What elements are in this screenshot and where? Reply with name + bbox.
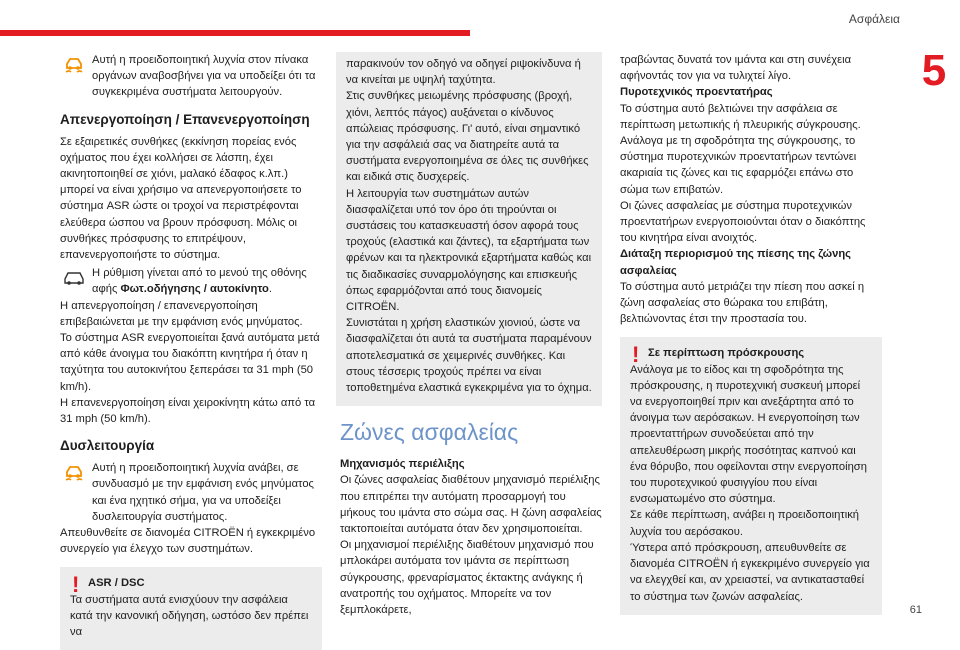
chapter-number: 5 xyxy=(921,46,947,95)
deactivation-heading: Απενεργοποίηση / Επανενεργοποίηση xyxy=(60,111,310,127)
retractor-heading: Μηχανισμός περιέλιξης xyxy=(340,458,465,471)
settings-text-a: Η ρύθμιση γίνεται από το μενού της οθόνης αφής xyxy=(92,267,307,296)
pretensioner-heading: Πυροτεχνικός προεντατήρας xyxy=(620,86,773,99)
column-1 xyxy=(60,52,322,650)
top-accent-bar xyxy=(0,30,470,36)
asr-dsc-note-continued xyxy=(336,52,602,406)
column-3 xyxy=(620,52,882,615)
seatbelts-title: Ζώνες ασφαλείας xyxy=(340,419,519,446)
impact-note-title: Σε περίπτωση πρόσκρουσης xyxy=(648,347,805,360)
auto-reactivate-text: Το σύστημα ASR ενεργοποιείται ξανά αυτόματα μετά από κάθε άνοιγμα του διακόπτη κινητήρα ή όταν η ταχύτητα του αυτοκινήτου ξεπεράσει τα 31 mph (50 km/h). xyxy=(60,332,320,393)
conditions-text: Στις συνθήκες μειωμένης πρόσφυσης (βροχή, χιόνι, λεπτός πάγος) αυξάνεται ο κίνδυνος απώλειας πρόσφυσης. Γι' αυτό, είναι σημαντικό για την ασφάλειά σας να διατηρείτε αυτά τα συστήματα ενεργοποιημένα σε όλες τις συνθήκες και ειδικά στις δυσχερείς. xyxy=(346,90,589,184)
skid-warning-icon xyxy=(62,54,86,76)
chapter-tab xyxy=(908,44,960,98)
impact-note xyxy=(620,337,882,614)
impact-note-text-2: Σε κάθε περίπτωση, ανάβει η προειδοποιητική λυχνία του αερόσακου. xyxy=(630,509,860,538)
note-text: Τα συστήματα αυτά ενισχύουν την ασφάλεια κατά την κανονική οδήγηση, ωστόσο δεν πρέπει να xyxy=(70,593,309,639)
note-title: ASR / DSC xyxy=(88,577,145,590)
retractor-text-2: Οι μηχανισμοί περιέλιξης διαθέτουν μηχανισμό που μπλοκάρει αυτόματα τον ιμάντα σε περίπτωση σύγκρουσης, φρεναρίσματος έκτακτης ανάγκης ή ανατροπής του οχήματος. Μπορείτε να τον ξεμπλοκάρετε, xyxy=(340,539,594,617)
manual-reactivate-text: Η επανενεργοποίηση είναι χειροκίνητη κάτω από τα 31 mph (50 km/h). xyxy=(60,396,316,426)
confirm-text: Η απενεργοποίηση / επανενεργοποίηση επιβεβαιώνεται με την εμφάνιση ενός μηνύματος. xyxy=(60,299,303,328)
malfunction-text: Αυτή η προειδοποιητική λυχνία ανάβει, σε συνδυασμό με την εμφάνιση ενός μηνύματος και ένα ηχητικό σήμα, για να υποδείξει δυσλειτουργία συστήματος. xyxy=(92,462,314,523)
indicator-on-text: Αυτή η προειδοποιητική λυχνία στον πίνακα οργάνων αναβοσβήνει για να υποδείξει ότι τα συγκεκριμένα συστήματα λειτουργούν. xyxy=(92,54,316,99)
malfunction-paragraph xyxy=(60,460,322,525)
deactivation-text: Σε εξαιρετικές συνθήκες (εκκίνηση πορείας ενός οχήματος που έχει κολλήσει σε λάσπη, έχει ακινητοποιηθεί σε χιόνι, μαλακό έδαφος κ.λπ.) μπορεί να είναι χρήσιμο να απενεργοποιήσετε το σύστημα ASR ώστε οι τροχοί να περιστρέφονται ελεύθερα ώσπου να βρουν πρόσφυση. Μόλις οι συνθήκες πρόσφυσης το επιτρέψουν, επανενεργοποιήστε το σύστημα. xyxy=(60,135,302,262)
retractor-text: Οι ζώνες ασφαλείας διαθέτουν μηχανισμό περιέλιξης που επιτρέπει την αυτόματη προσαρμογή του μήκους του ιμάντα στο σώμα σας. Η ζώνη ασφαλείας τακτοποιείται αυτόματα όταν δεν χρησιμοποιείται. xyxy=(340,474,602,536)
section-title: Ασφάλεια xyxy=(848,12,900,26)
contact-text: Απευθυνθείτε σε διανομέα CITROËN ή εγκεκριμένο συνεργείο για έλεγχο των συστημάτων. xyxy=(60,527,316,556)
exclamation-icon: ! xyxy=(632,342,640,368)
settings-text xyxy=(92,265,322,297)
impact-note-text-1: Ανάλογα με το είδος και τη σφοδρότητα της πρόσκρουσης, η πυροτεχνική συσκευή μπορεί να ενεργοποιηθεί πριν και ανεξάρτητα από το άνοιγμα των αερόσακων. Η ενεργοποίηση των προενταττήρων συνοδεύεται από την απελευθέρωση μικρής ποσότητας καπνού και ένα θόρυβο, που οφείλονται στην ενεργοποίηση του πυροτεχνικού φυσιγγίου που είναι ενσωματωμένο στο σύστημα. xyxy=(630,363,867,506)
column-2 xyxy=(340,52,602,618)
pretensioner-text: Το σύστημα αυτό βελτιώνει την ασφάλεια σε περίπτωση μετωπικής ή πλευρικής σύγκρουσης. xyxy=(620,102,861,131)
asr-dsc-note xyxy=(60,567,322,650)
page-number: 61 xyxy=(909,604,922,616)
settings-text-c: . xyxy=(268,283,272,296)
guarantee-text: Η λειτουργία των συστημάτων αυτών διασφαλίζεται υπό τον όρο ότι τηρούνται οι συστάσεις του κατασκευαστή όσον αφορά τους τροχούς (ελαστικά και ζάντες), τα εξαρτήματα των φρένων και τα ηλεκτρονικά εξαρτήματα καθώς και τις διαδικασίες συναρμολόγησης και επισκευής όπως εφαρμόζονται από τους διανομείς CITROËN. xyxy=(346,187,592,314)
pretensioner-text-3: Οι ζώνες ασφαλείας με σύστημα πυροτεχνικών προεντατήρων ενεργοποιούνται όταν ο διακόπτης του κινητήρα είναι ανοιχτός. xyxy=(620,199,866,245)
force-limiter-heading: Διάταξη περιορισμού της πίεσης της ζώνης ασφαλείας xyxy=(620,248,851,277)
car-settings-icon xyxy=(62,267,86,289)
exclamation-icon: ! xyxy=(72,572,80,598)
note-cont-text: παρακινούν τον οδηγό να οδηγεί ριψοκίνδυνα ή να κινείται με υψηλή ταχύτητα. xyxy=(346,58,581,87)
malfunction-heading: Δυσλειτουργία xyxy=(60,438,155,454)
settings-menu-path: Φωτ.οδήγησης / αυτοκίνητο xyxy=(120,283,269,296)
force-limiter-text: Το σύστημα αυτό μετριάζει την πίεση που ασκεί η ζώνη ασφαλείας στο θώρακα του επιβάτη, βελτιώνοντας έτσι την προστασία του. xyxy=(620,280,865,326)
settings-paragraph xyxy=(60,265,322,297)
pretensioner-text-2: Ανάλογα με τη σφοδρότητα της σύγκρουσης, το σύστημα πυροτεχνικών προεντατήρων τεντώνει ακαριαία τις ζώνες και τις εφαρμόζει επάνω στο σώμα των επιβατών. xyxy=(620,135,857,196)
retractor-cont-text: τραβώντας δυνατά τον ιμάντα και στη συνέχεια αφήνοντάς τον για να τυλιχτεί λίγο. xyxy=(620,54,852,83)
impact-note-text-3: Ύστερα από πρόσκρουση, απευθυνθείτε σε διανομέα CITROËN ή εγκεκριμένο συνεργείο για να ελεγχθεί και, αν χρειαστεί, να αντικατασταθεί το σύστημα των ζωνών ασφαλείας. xyxy=(630,541,870,603)
indicator-on-paragraph xyxy=(60,52,322,101)
skid-warning-icon xyxy=(62,462,86,484)
winter-text: Συνιστάται η χρήση ελαστικών χιονιού, ώστε να διασφαλίζεται ότι αυτά τα συστήματα παραμένουν αποτελεσματικά σε χειμερινές συνθήκες. Και στους τέσσερις τροχούς πρέπει να είναι τοποθετημένα ελαστικά εγκεκριμένα για το όχημα. xyxy=(346,317,592,395)
